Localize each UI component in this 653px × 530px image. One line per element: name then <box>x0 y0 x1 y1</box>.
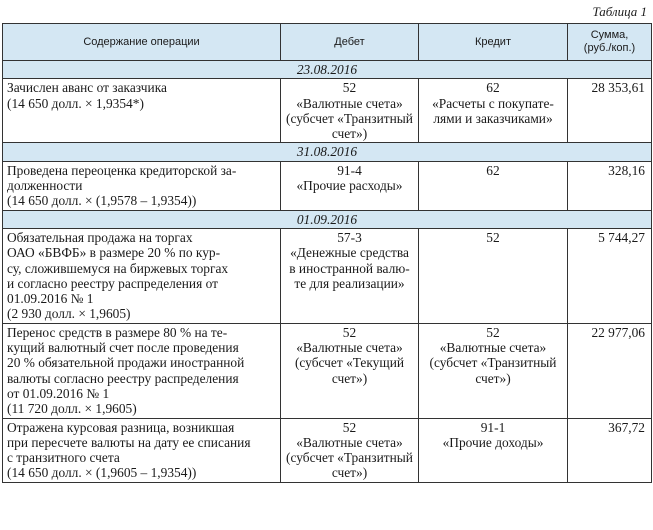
debit-cell <box>281 418 419 482</box>
op-cell <box>3 418 281 482</box>
header-debit: Дебет <box>281 24 419 61</box>
date-row <box>3 61 652 79</box>
header-sum <box>568 24 652 61</box>
op-cell <box>3 79 281 143</box>
credit-cell <box>419 79 568 143</box>
sum-cell: 22 977,06 <box>568 323 652 418</box>
debit-line: «Валютные счета» <box>296 434 403 450</box>
op-cell <box>3 228 281 323</box>
credit-line: «Валютные счета» <box>439 340 547 356</box>
op-line: Отражена курсовая разница, возникшая <box>7 419 235 435</box>
credit-line: 52 <box>486 229 500 245</box>
op-line: (14 650 долл. × 1,9354*) <box>7 95 144 111</box>
debit-line: те для реализации» <box>294 275 405 291</box>
op-line: Обязательная продажа на торгах <box>7 229 193 245</box>
debit-line: (субсчет «Транзитный <box>286 450 413 466</box>
credit-line: 62 <box>486 80 500 96</box>
header-credit: Кредит <box>419 24 568 61</box>
op-cell <box>3 161 281 210</box>
op-line: ОАО «БВФБ» в размере 20 % по кур- <box>7 245 221 261</box>
debit-line: 52 <box>342 419 357 435</box>
credit-cell <box>419 228 568 323</box>
op-line: (2 930 долл. × 1,9605) <box>7 306 131 322</box>
op-line: Зачислен аванс от заказчика <box>7 80 167 96</box>
header-sum-line1: Сумма, <box>590 29 629 41</box>
op-line: кущий валютный счет после проведения <box>7 340 239 356</box>
op-line: (14 650 долл. × (1,9578 – 1,9354)) <box>7 193 197 209</box>
debit-line: «Денежные средства <box>290 245 409 261</box>
op-line: Проведена переоценка кредиторской за- <box>7 162 237 178</box>
debit-line: «Валютные счета» <box>296 340 403 356</box>
sum-cell: 28 353,61 <box>568 79 652 143</box>
date-cell: 31.08.2016 <box>3 143 652 161</box>
credit-cell <box>419 323 568 418</box>
date-cell: 23.08.2016 <box>3 61 652 79</box>
op-line: 01.09.2016 № 1 <box>7 291 94 307</box>
op-line: (14 650 долл. × (1,9605 – 1,9354)) <box>7 465 197 481</box>
op-cell <box>3 323 281 418</box>
table-row <box>3 79 652 143</box>
header-sum-line2: (руб./коп.) <box>583 42 636 54</box>
table-row <box>3 161 652 210</box>
debit-line: счет») <box>331 126 368 142</box>
credit-line: счет») <box>475 370 511 386</box>
debit-cell <box>281 323 419 418</box>
op-line: валюты согласно реестру распределения <box>7 370 239 386</box>
sum-cell: 5 744,27 <box>568 228 652 323</box>
credit-line: 52 <box>486 324 500 340</box>
credit-line: 62 <box>486 162 500 178</box>
debit-line: счет») <box>331 465 368 481</box>
date-row <box>3 143 652 161</box>
credit-line: «Расчеты с покупате- <box>432 95 554 111</box>
table-row <box>3 323 652 418</box>
table-row <box>3 418 652 482</box>
debit-cell <box>281 161 419 210</box>
debit-line: 52 <box>342 324 357 340</box>
table-caption: Таблица 1 <box>592 4 647 19</box>
header-row <box>3 24 652 61</box>
credit-line: «Прочие доходы» <box>442 434 544 450</box>
debit-line: (субсчет «Текущий <box>294 355 405 371</box>
date-row <box>3 210 652 228</box>
op-line: долженности <box>7 178 83 194</box>
op-line: и согласно реестру распределения от <box>7 275 218 291</box>
debit-line: «Валютные счета» <box>296 95 403 111</box>
debit-cell <box>281 228 419 323</box>
debit-line: 91-4 <box>337 162 362 178</box>
op-line: с транзитного счета <box>7 450 120 466</box>
credit-line: (субсчет «Транзитный <box>429 355 557 371</box>
op-line: (11 720 долл. × 1,9605) <box>7 401 137 417</box>
credit-line: лями и заказчиками» <box>433 110 553 126</box>
debit-line: 52 <box>342 80 357 96</box>
op-line: Перенос средств в размере 80 % на те- <box>7 324 228 340</box>
debit-line: счет») <box>331 370 368 386</box>
op-line: от 01.09.2016 № 1 <box>7 385 110 401</box>
debit-line: «Прочие расходы» <box>296 178 403 194</box>
credit-cell <box>419 418 568 482</box>
credit-cell <box>419 161 568 210</box>
debit-cell <box>281 79 419 143</box>
date-cell: 01.09.2016 <box>3 210 652 228</box>
debit-line: в иностранной валю- <box>289 260 410 276</box>
op-line: при пересчете валюты на дату ее списания <box>7 434 251 450</box>
accounting-table <box>2 23 652 483</box>
op-line: су, сложившемуся на биржевых торгах <box>7 260 229 276</box>
debit-line: (субсчет «Транзитный <box>286 110 413 126</box>
op-line: 20 % обязательной продажи иностранной <box>7 355 245 371</box>
sum-cell: 367,72 <box>568 418 652 482</box>
credit-line: 91-1 <box>480 419 506 435</box>
sum-cell: 328,16 <box>568 161 652 210</box>
table-row <box>3 228 652 323</box>
debit-line: 57-3 <box>337 229 362 245</box>
header-op: Содержание операции <box>3 24 281 61</box>
